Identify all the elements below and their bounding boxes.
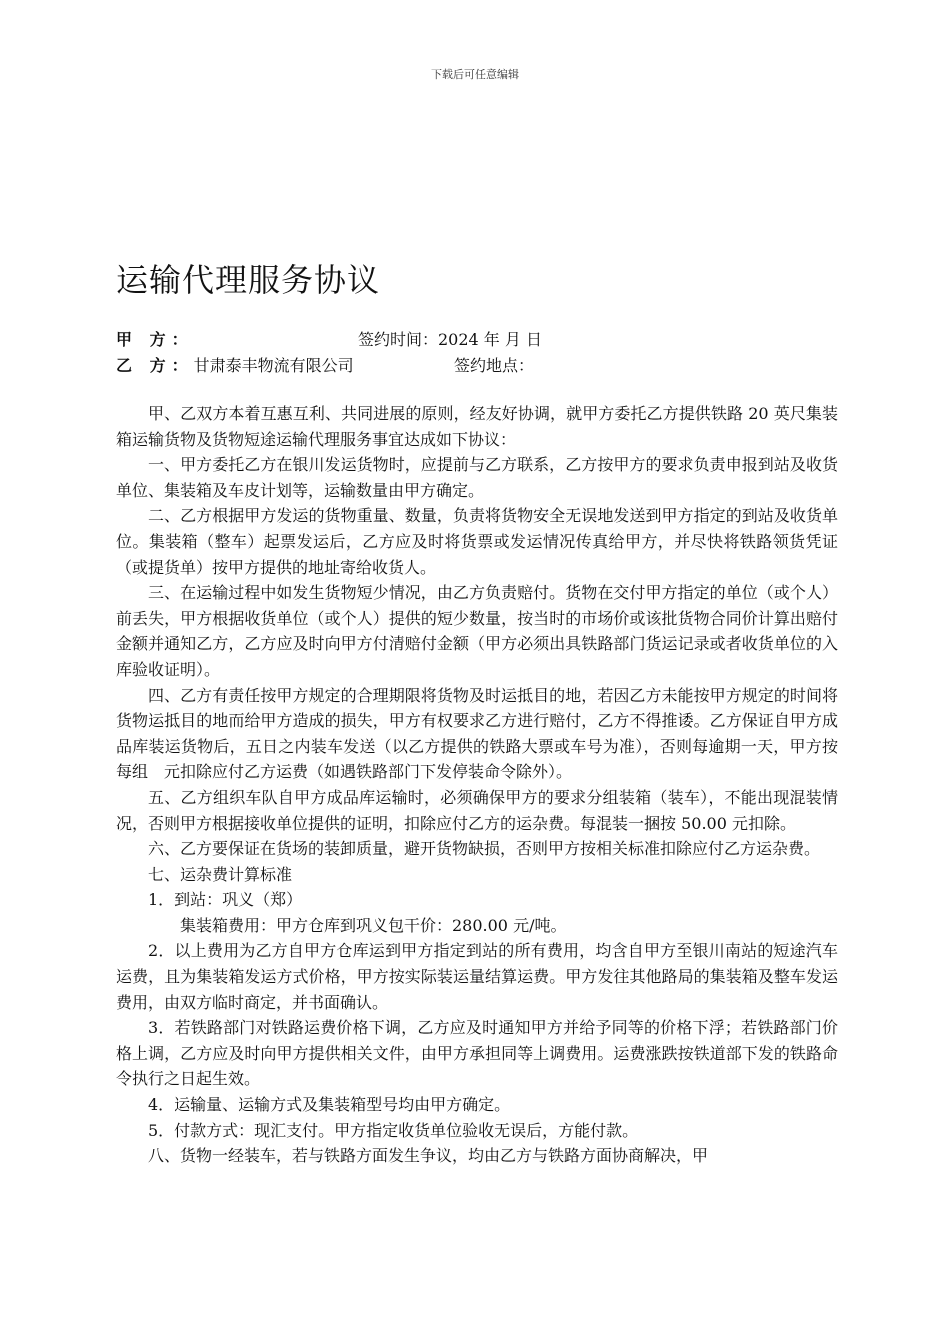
party-a-line [116, 327, 542, 350]
party-a-label: 甲 方： [116, 330, 194, 349]
paragraph-clause-5: 五、乙方组织车队自甲方成品库运输时，必须确保甲方的要求分组装箱（装车），不能出现混装情况，否则甲方根据接收单位提供的证明，扣除应付乙方的运杂费。每混装一捆按 50.00 元扣除。 [116, 787, 838, 833]
party-b-value: 甘肃泰丰物流有限公司 [193, 356, 354, 375]
paragraph-clause-7-heading: 七、运杂费计算标准 [148, 864, 293, 884]
paragraph-clause-7-item-1: 1．到站：巩义（郑） [148, 890, 303, 910]
party-b-label: 乙 方： [116, 356, 194, 375]
paragraph-clause-8: 八、货物一经装车，若与铁路方面发生争议，均由乙方与铁路方面协商解决，甲 [148, 1146, 709, 1166]
agreement-body [116, 401, 838, 1169]
paragraph-clause-1: 一、甲方委托乙方在银川发运货物时，应提前与乙方联系，乙方按甲方的要求负责申报到站及收货单位、集装箱及车皮计划等，运输数量由甲方确定。 [116, 455, 838, 500]
paragraph-clause-6: 六、乙方要保证在货场的装卸质量，避开货物缺损，否则甲方按相关标准扣除应付乙方运杂费。 [148, 839, 821, 859]
paragraph-clause-7-item-2: 2．以上费用为乙方自甲方仓库运到甲方指定到站的所有费用，均含自甲方至银川南站的短途汽车运费，且为集装箱发运方式价格，甲方按实际装运量结算运费。甲方发往其他路局的集装箱及整车发运费用，由双方临时商定，并书面确认。 [116, 941, 838, 1012]
paragraph-clause-4: 四、乙方有责任按甲方规定的合理期限将货物及时运抵目的地，若因乙方未能按甲方规定的时间将货物运抵目的地而给甲方造成的损失，甲方有权要求乙方进行赔付，乙方不得推诿。乙方保证自甲方成品库装运货物后，五日之内装车发送（以乙方提供的铁路大票或车号为准），否则每逾期一天，甲方按每组 元扣除应付乙方运费（如遇铁路部门下发停装命令除外）。 [116, 685, 838, 782]
paragraph-clause-7-item-3: 3．若铁路部门对铁路运费价格下调，乙方应及时通知甲方并给予同等的价格下浮；若铁路部门价格上调，乙方应及时向甲方提供相关文件，由甲方承担同等上调费用。运费涨跌按铁道部下发的铁路命令执行之日起生效。 [116, 1018, 838, 1089]
document-title: 运输代理服务协议 [116, 261, 381, 299]
party-b-line [116, 353, 535, 376]
paragraph-preamble: 甲、乙双方本着互惠互利、共同进展的原则，经友好协调，就甲方委托乙方提供铁路 20 英尺集装箱运输货物及货物短途运输代理服务事宜达成如下协议： [116, 404, 838, 449]
sign-place: 签约地点： [454, 356, 535, 375]
paragraph-clause-3: 三、在运输过程中如发生货物短少情况，由乙方负责赔付。货物在交付甲方指定的单位（或个人）前丢失，甲方根据收货单位（或个人）提供的短少数量，按当时的市场价或该批货物合同价计算出赔付金额并通知乙方，乙方应及时向甲方付清赔付金额（甲方必须出具铁路部门货运记录或者收货单位的入库验收证明）。 [116, 583, 838, 679]
paragraph-clause-7-item-5: 5．付款方式：现汇支付。甲方指定收货单位验收无误后，方能付款。 [148, 1120, 639, 1140]
paragraph-container-fee: 集装箱费用：甲方仓库到巩义包干价：280.00 元/吨。 [180, 915, 567, 935]
paragraph-clause-7-item-4: 4．运输量、运输方式及集装箱型号均由甲方确定。 [148, 1095, 511, 1115]
sign-time: 签约时间：2024 年 月 日 [358, 330, 542, 349]
header-note: 下载后可任意编辑 [431, 68, 519, 81]
paragraph-clause-2: 二、乙方根据甲方发运的货物重量、数量，负责将货物安全无误地发送到甲方指定的到站及收货单位。集装箱（整车）起票发运后，乙方应及时将货票或发运情况传真给甲方，并尽快将铁路领货凭证（或提货单）按甲方提供的地址寄给收货人。 [116, 506, 838, 577]
